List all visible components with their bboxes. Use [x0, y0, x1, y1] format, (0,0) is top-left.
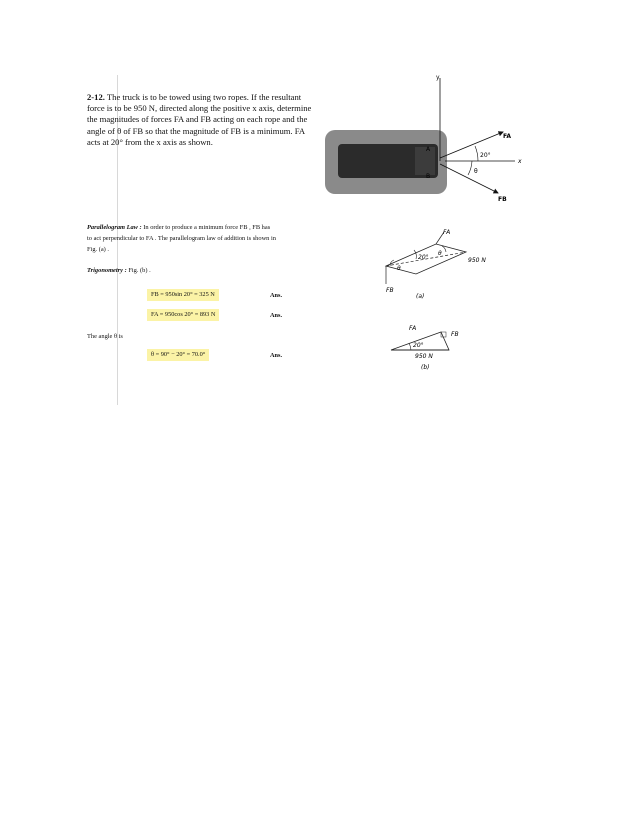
sketch-b-force: 950 N [415, 353, 433, 360]
answer-label-2: Ans. [270, 312, 283, 319]
truck-cab [415, 147, 435, 175]
angle-intro: The angle θ is [87, 333, 123, 340]
trig-line [87, 267, 151, 274]
trig-text: Fig. (b) . [128, 267, 151, 274]
equation-fa: FA = 950cos 20° = 893 N [147, 309, 219, 321]
sketch-b-angle: 20° [413, 342, 424, 349]
label-theta: θ [474, 168, 478, 175]
problem-number: 2-12. [87, 92, 105, 102]
equation-theta: θ = 90° − 20° = 70.0° [147, 349, 209, 361]
rope-a [440, 132, 503, 158]
answer-label-3: Ans. [270, 352, 283, 359]
truck-figure [320, 68, 540, 208]
label-a: A [426, 146, 431, 153]
label-fa: FA [503, 133, 512, 140]
angle-arc-a-1 [414, 250, 416, 259]
rope-b [440, 164, 498, 193]
sketch-a-theta2: θ [397, 265, 401, 272]
label-20: 20° [480, 152, 491, 159]
parallelogram-head: Parallelogram Law : [87, 224, 142, 231]
label-x: x [518, 158, 522, 165]
parallelogram-line-2: to act perpendicular to FA . The parallelogram law of addition is shown in [87, 235, 276, 242]
sketch-a-caption: (a) [416, 293, 425, 300]
label-y: y [436, 74, 440, 81]
angle-arc-theta [468, 161, 472, 175]
answer-label-1: Ans. [270, 292, 283, 299]
parallelogram-line-1 [87, 224, 270, 231]
sketch-b-fa: FA [409, 325, 417, 332]
parallelogram-text: In order to produce a minimum force FB , FB has [143, 224, 271, 231]
sketch-a-fa: FA [443, 229, 451, 236]
trig-head: Trigonometry : [87, 267, 127, 274]
sketch-b-fb: FB [451, 331, 459, 338]
angle-arc-20 [475, 146, 478, 161]
sketch-a-fb: FB [386, 287, 394, 294]
parallelogram-line-3: Fig. (a) . [87, 246, 110, 253]
sketch-a-angle: 20° [418, 254, 429, 261]
problem-statement [87, 92, 315, 148]
angle-arc-b [409, 343, 411, 350]
sketch-a [372, 222, 522, 304]
problem-text: The truck is to be towed using two ropes. If the resultant force is to be 950 N, directed along the positive x axis, determine the magnitudes of forces FA and FB acting on each rope and the angle of θ of FB so that the magnitude of FB is a minimum. FA acts at 20° from the x axis as shown. [87, 92, 312, 147]
label-fb: FB [498, 196, 507, 203]
equation-fb: FB = 950sin 20° = 325 N [147, 289, 219, 301]
sketch-b-caption: (b) [421, 364, 430, 371]
sketch-a-force: 950 N [468, 257, 486, 264]
sketch-b [385, 316, 475, 374]
label-b: B [426, 173, 431, 180]
sketch-a-theta: θ [438, 250, 442, 257]
